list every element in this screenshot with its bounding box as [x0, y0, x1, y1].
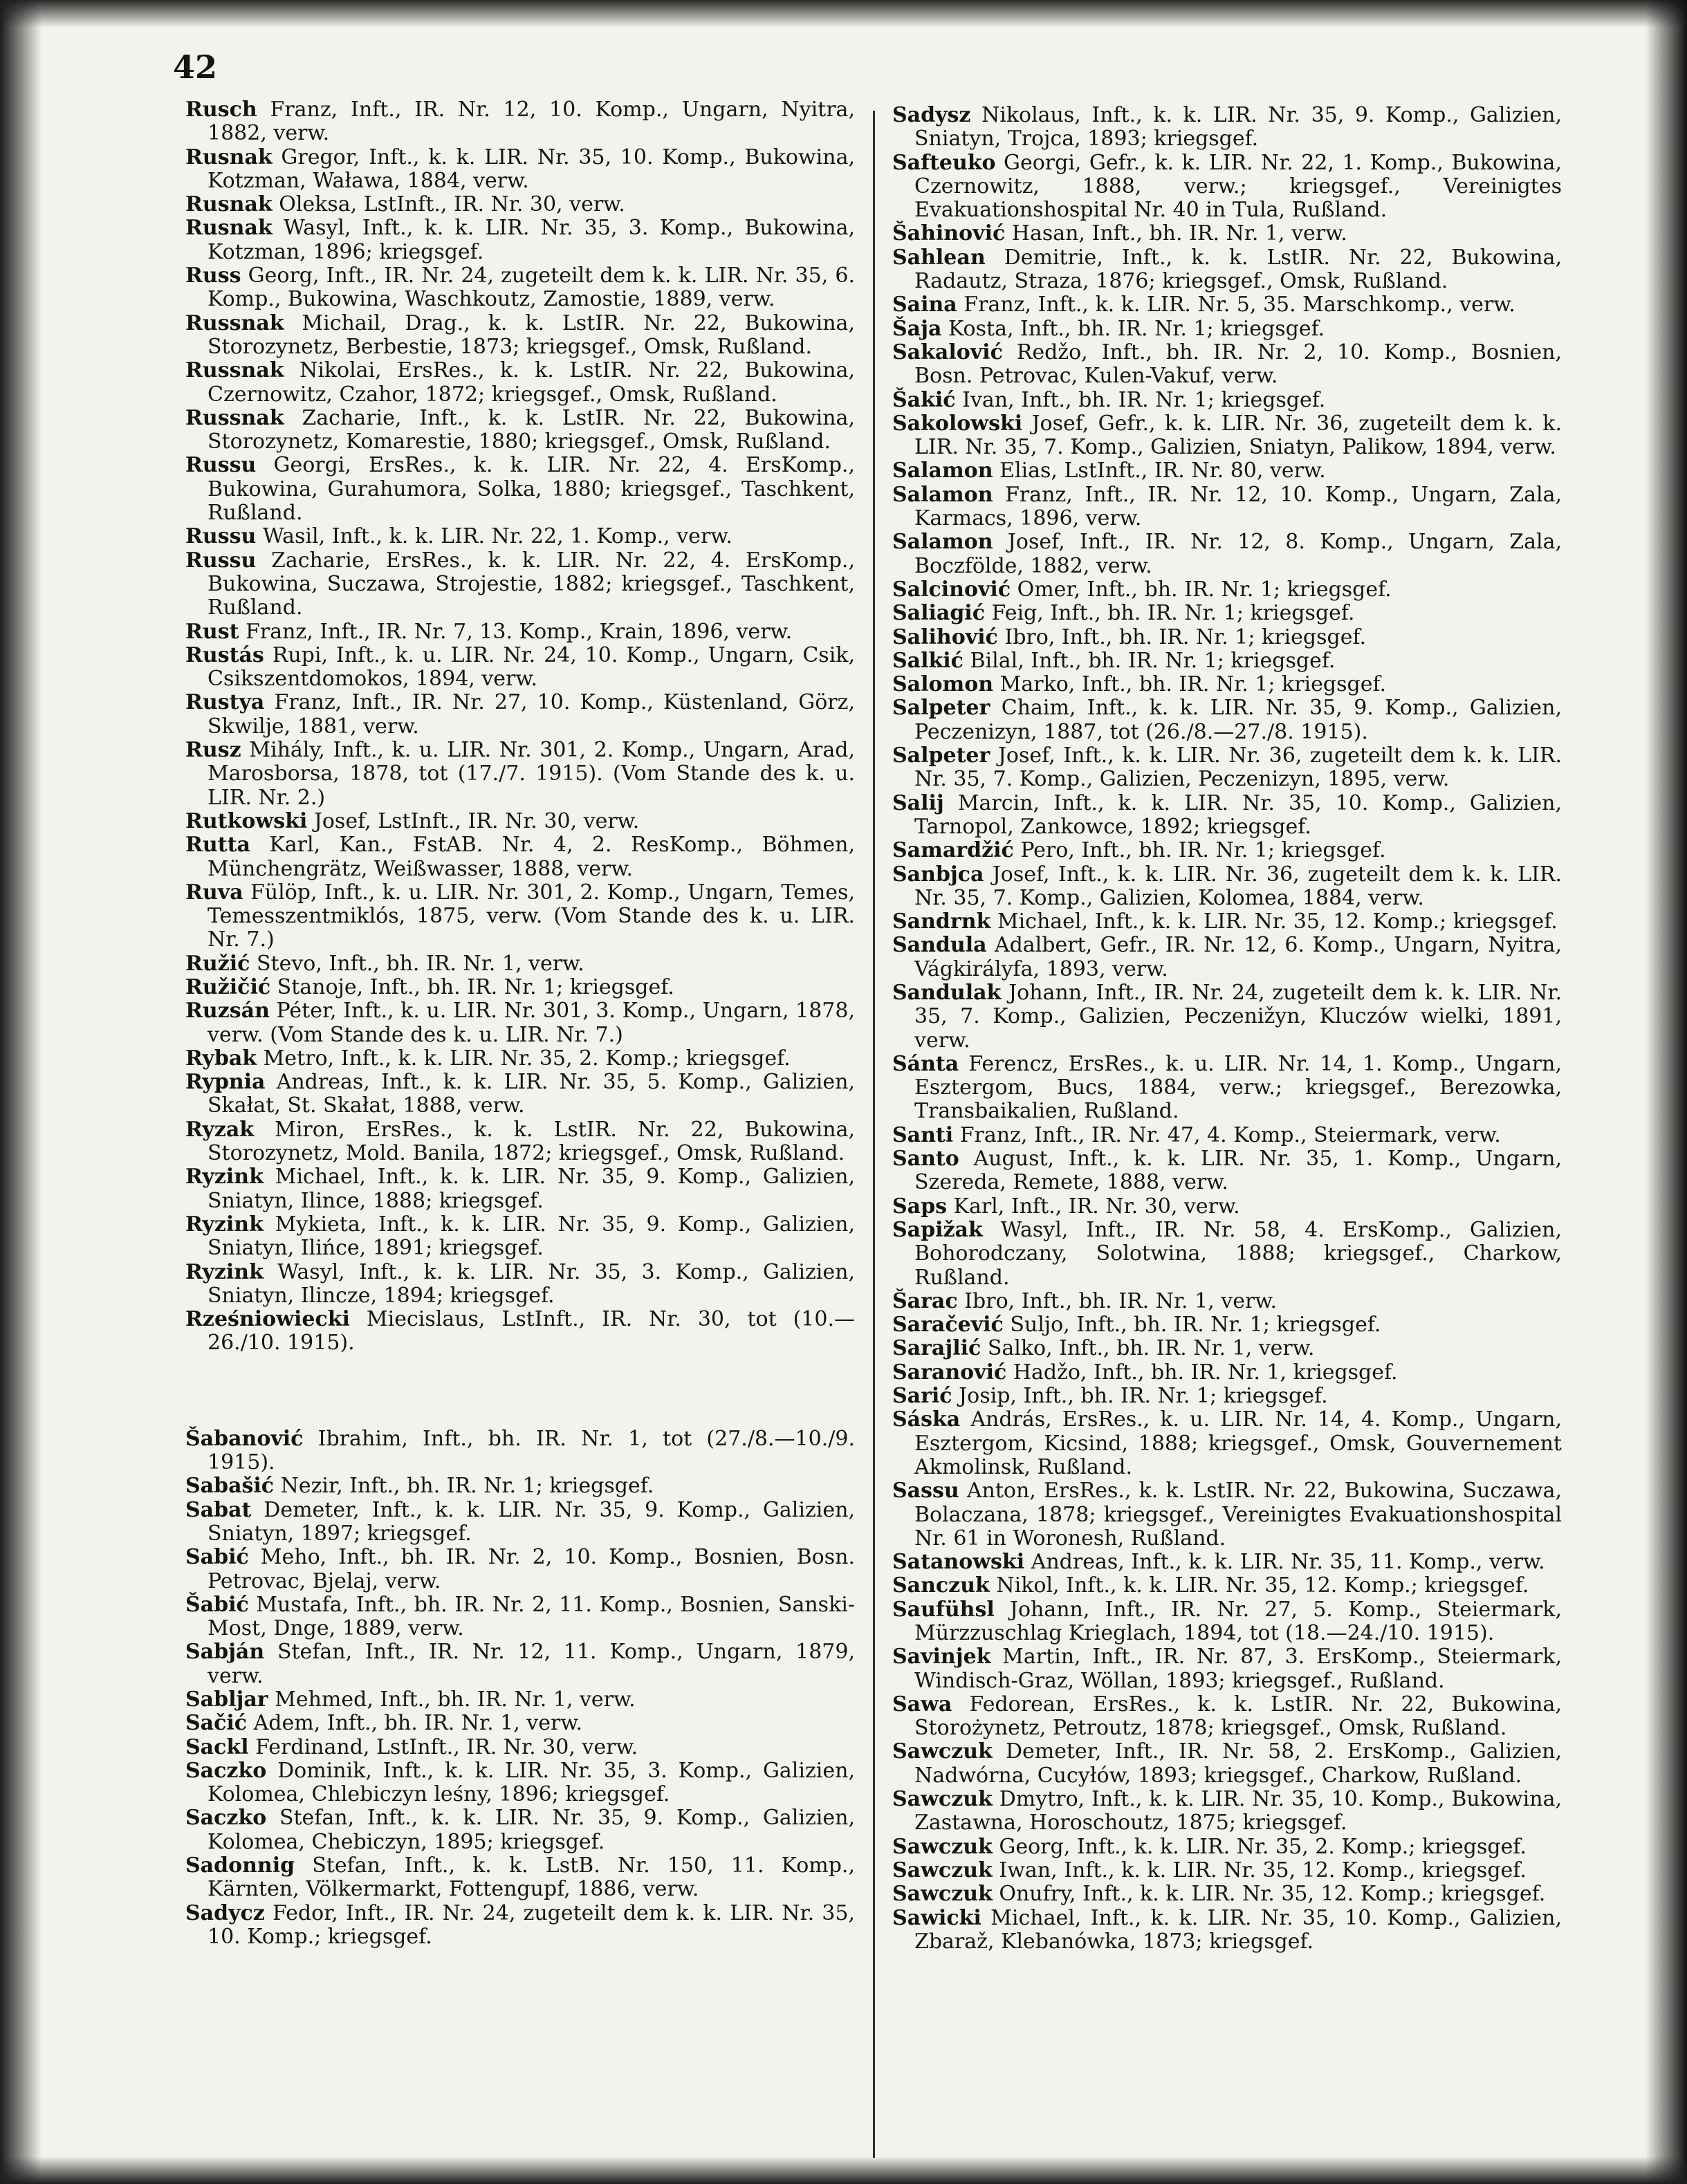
entry-details: Franz, Inft., IR. Nr. 47, 4. Komp., Steiermark, verw. [959, 1122, 1501, 1147]
entry-details: Josef, Inft., IR. Nr. 12, 8. Komp., Ungarn, Zala, Boczfölde, 1882, verw. [914, 530, 1562, 578]
entry-details: Mustafa, Inft., bh. IR. Nr. 2, 11. Komp., Bosnien, Sanski-Most, Dnge, 1889, verw. [208, 1592, 855, 1641]
entry-details: Wasil, Inft., k. k. LIR. Nr. 22, 1. Komp., verw. [262, 524, 732, 549]
entry-details: Marko, Inft., bh. IR. Nr. 1; kriegsgef. [999, 672, 1387, 697]
entry-surname: Rutkowski [185, 808, 308, 833]
register-entry [185, 1902, 855, 1950]
entry-surname: Saina [892, 293, 957, 317]
entry-details: Onufry, Inft., k. k. LIR. Nr. 35, 12. Komp.; kriegsgef. [999, 1882, 1546, 1907]
register-entry [185, 1047, 855, 1071]
register-entry [185, 216, 855, 264]
entry-details: Omer, Inft., bh. IR. Nr. 1; kriegsgef. [1017, 577, 1392, 602]
entry-surname: Salamon [892, 530, 993, 555]
entry-surname: Rusch [185, 98, 257, 122]
entry-surname: Sabljar [185, 1687, 268, 1712]
entry-details: Elias, LstInft., IR. Nr. 80, verw. [999, 459, 1326, 483]
entry-surname: Sarajlić [892, 1336, 981, 1361]
entry-details: Adalbert, Gefr., IR. Nr. 12, 6. Komp., Ungarn, Nyitra, Vágkirályfa, 1893, verw. [914, 933, 1562, 981]
entry-surname: Sawczuk [892, 1739, 993, 1764]
entry-surname: Rześniowiecki [185, 1307, 350, 1332]
register-entry [185, 833, 855, 881]
entry-details: Stefan, Inft., k. k. LstB. Nr. 150, 11. Komp., Kärnten, Völkermarkt, Fottengupf, 1886, verw. [208, 1853, 855, 1902]
register-entry [892, 1479, 1562, 1551]
register-entry [185, 999, 855, 1047]
entry-surname: Sapižak [892, 1217, 983, 1242]
entry-surname: Salij [892, 790, 944, 815]
entry-surname: Sakolowski [892, 411, 1023, 436]
entry-details: Péter, Inft., k. u. LIR. Nr. 301, 3. Komp., Ungarn, 1878, verw. (Vom Stande des k. u. LIR. Nr. 7.) [208, 999, 855, 1047]
register-entry [185, 1712, 855, 1735]
entry-details: Ferencz, ErsRes., k. u. LIR. Nr. 14, 1. Komp., Ungarn, Esztergom, Bucs, 1884, verw.; kriegsgef., Berezowka, Transbaikalien, Rußland. [914, 1051, 1562, 1124]
entry-details: Zacharie, Inft., k. k. LstIR. Nr. 22, Bukowina, Storozynetz, Komarestie, 1880; kriegsgef., Omsk, Rußland. [208, 405, 855, 454]
entry-surname: Santi [892, 1122, 954, 1147]
entry-details: Josef, Gefr., k. k. LIR. Nr. 36, zugeteilt dem k. k. LIR. Nr. 35, 7. Komp., Galizien, Sniatyn, Palikow, 1894, verw. [914, 411, 1562, 460]
entry-details: Marcin, Inft., k. k. LIR. Nr. 35, 10. Komp., Galizien, Tarnopol, Zankowce, 1892; kriegsgef. [914, 790, 1562, 839]
entry-surname: Russ [185, 263, 241, 288]
register-entry [892, 863, 1562, 911]
entry-surname: Saufühsl [892, 1597, 995, 1622]
entry-details: Miecislaus, LstInft., IR. Nr. 30, tot (10.—26./10. 1915). [208, 1307, 855, 1355]
entry-surname: Sahlean [892, 245, 986, 270]
entry-surname: Russnak [185, 405, 284, 430]
register-entry [892, 792, 1562, 840]
entry-surname: Saliagić [892, 601, 985, 626]
entry-details: Nikolai, ErsRes., k. k. LstIR. Nr. 22, Bukowina, Czernowitz, Czahor, 1872; kriegsgef., Omsk, Rußland. [208, 358, 855, 407]
entry-details: Josip, Inft., bh. IR. Nr. 1; kriegsgef. [959, 1384, 1328, 1409]
entry-details: Josef, Inft., k. k. LIR. Nr. 36, zugeteilt dem k. k. LIR. Nr. 35, 7. Komp., Galizien, Kolomea, 1884, verw. [914, 862, 1562, 910]
entry-surname: Sabat [185, 1497, 252, 1522]
register-entry [185, 1165, 855, 1213]
entry-details: Rupi, Inft., k. u. LIR. Nr. 24, 10. Komp., Ungarn, Csik, Csikszentdomokos, 1894, verw. [208, 642, 855, 692]
entry-surname: Samardžić [892, 838, 1014, 863]
register-entry [185, 1261, 855, 1308]
register-entry [892, 1053, 1562, 1124]
entry-details: Ibro, Inft., bh. IR. Nr. 1, verw. [964, 1288, 1277, 1313]
entry-surname: Šabić [185, 1592, 249, 1617]
entry-surname: Šarac [892, 1288, 958, 1313]
entry-surname: Russu [185, 524, 257, 549]
entry-details: András, ErsRes., k. u. LIR. Nr. 14, 4. Komp., Ungarn, Esztergom, Kicsind, 1888; kriegsgef., Omsk, Gouvernement Akmolinsk, Rußland. [914, 1407, 1562, 1479]
entry-details: Mehmed, Inft., bh. IR. Nr. 1, verw. [275, 1687, 636, 1712]
register-entry [892, 389, 1562, 412]
entry-details: Fedorean, ErsRes., k. k. LstIR. Nr. 22, Bukowina, Storożynetz, Petroutz, 1878; kriegsgef., Omsk, Rußland. [914, 1692, 1562, 1741]
register-entry [892, 246, 1562, 294]
entry-surname: Sakalović [892, 340, 1003, 364]
register-entry [892, 1645, 1562, 1693]
register-entry [892, 649, 1562, 673]
entry-details: Franz, Inft., k. k. LIR. Nr. 5, 35. Marschkomp., verw. [964, 293, 1515, 317]
entry-surname: Šakić [892, 387, 956, 412]
register-entry [185, 881, 855, 952]
entry-details: Anton, ErsRes., k. k. LstIR. Nr. 22, Bukowina, Suczawa, Bolaczana, 1878; kriegsgef., Vereinigtes Evakuationshospital Nr. 61 in Woronesh, Rußland. [914, 1479, 1562, 1551]
entry-details: Adem, Inft., bh. IR. Nr. 1, verw. [253, 1711, 583, 1736]
entry-surname: Safteuko [892, 150, 996, 175]
entry-details: Suljo, Inft., bh. IR. Nr. 1; kriegsgef. [1010, 1313, 1381, 1338]
register-entry [185, 1640, 855, 1688]
register-entry [185, 146, 855, 194]
entry-details: Johann, Inft., IR. Nr. 24, zugeteilt dem k. k. LIR. Nr. 35, 7. Komp., Galizien, Peczenižyn, Kluczów wielki, 1891, verw. [914, 980, 1562, 1053]
register-entry [185, 312, 855, 360]
entry-details: Michael, Inft., k. k. LIR. Nr. 35, 10. Komp., Galizien, Zbaraž, Klebanówka, 1873; kriegsgef. [914, 1905, 1562, 1954]
register-entry [892, 483, 1562, 531]
register-entry [892, 1859, 1562, 1882]
entry-details: Stevo, Inft., bh. IR. Nr. 1, verw. [257, 951, 584, 976]
scan-edge-left [0, 0, 42, 2184]
register-entry [892, 1882, 1562, 1906]
register-entry [892, 1361, 1562, 1385]
entry-surname: Sabján [185, 1640, 265, 1665]
entry-surname: Sanbjca [892, 862, 984, 887]
entry-surname: Sawczuk [892, 1882, 993, 1907]
entry-details: Salko, Inft., bh. IR. Nr. 1, verw. [987, 1336, 1315, 1361]
entry-details: Demeter, Inft., k. k. LIR. Nr. 35, 9. Komp., Galizien, Sniatyn, 1897; kriegsgef. [208, 1497, 855, 1546]
register-entry [185, 644, 855, 692]
register-entry [892, 1124, 1562, 1147]
register-entry [892, 1598, 1562, 1646]
register-entry [185, 1854, 855, 1902]
register-entry [892, 626, 1562, 649]
entry-details: Josef, LstInft., IR. Nr. 30, verw. [313, 808, 640, 833]
entry-details: Franz, Inft., IR. Nr. 27, 10. Komp., Küstenland, Görz, Skwilje, 1881, verw. [208, 690, 855, 739]
register-entry [892, 1907, 1562, 1954]
entry-details: Michael, Inft., k. k. LIR. Nr. 35, 9. Komp., Galizien, Sniatyn, Ilince, 1888; kriegsgef. [208, 1165, 855, 1213]
entry-surname: Russu [185, 548, 257, 573]
register-entry [892, 934, 1562, 981]
section-gap [185, 1355, 855, 1427]
entry-details: Stanoje, Inft., bh. IR. Nr. 1; kriegsgef. [277, 974, 674, 999]
register-entry [185, 739, 855, 810]
entry-details: Wasyl, Inft., IR. Nr. 58, 4. ErsKomp., Galizien, Bohorodczany, Solotwina, 1888; kriegsgef., Charkow, Rußland. [914, 1217, 1562, 1290]
entry-details: Ivan, Inft., bh. IR. Nr. 1; kriegsgef. [962, 387, 1326, 412]
entry-details: Ferdinand, LstInft., IR. Nr. 30, verw. [255, 1734, 638, 1759]
entry-details: Demitrie, Inft., k. k. LstIR. Nr. 22, Bukowina, Radautz, Straza, 1876; kriegsgef., Omsk, Rußland. [914, 245, 1562, 294]
register-entry [185, 810, 855, 833]
register-entry [892, 412, 1562, 460]
register-entry [185, 1593, 855, 1641]
register-entry [892, 1788, 1562, 1835]
entry-surname: Ružić [185, 951, 250, 976]
entry-surname: Rusz [185, 738, 241, 763]
entry-surname: Russnak [185, 311, 284, 335]
entry-details: Chaim, Inft., k. k. LIR. Nr. 35, 9. Komp., Galizien, Peczenizyn, 1887, tot (26./8.—27./8. 1915). [914, 696, 1562, 744]
entry-surname: Rustás [185, 642, 264, 667]
entry-surname: Rust [185, 619, 239, 644]
entry-surname: Ruva [185, 880, 243, 905]
entry-surname: Sáska [892, 1407, 961, 1432]
entry-surname: Ružičić [185, 974, 271, 999]
entry-details: Dominik, Inft., k. k. LIR. Nr. 35, 3. Komp., Galizien, Kolomea, Chlebiczyn leśny, 1896; kriegsgef. [208, 1758, 855, 1807]
scan-edge-bottom [0, 2156, 1687, 2184]
entry-surname: Rypnia [185, 1070, 266, 1095]
register-entry [892, 1195, 1562, 1219]
entry-surname: Šahinović [892, 221, 1006, 246]
entry-surname: Sadycz [185, 1900, 265, 1925]
entry-details: Ibro, Inft., bh. IR. Nr. 1; kriegsgef. [1004, 624, 1367, 649]
entry-surname: Sandulak [892, 980, 1002, 1005]
register-entry [185, 407, 855, 454]
register-entry [185, 1546, 855, 1593]
register-entry [185, 1474, 855, 1498]
entry-surname: Russu [185, 453, 257, 478]
entry-surname: Rybak [185, 1046, 257, 1071]
register-entry [892, 151, 1562, 223]
register-entry [185, 1427, 855, 1475]
entry-details: Zacharie, ErsRes., k. k. LIR. Nr. 22, 4. ErsKomp., Bukowina, Suczawa, Strojestie, 1882; kriegsgef., Taschkent, Rußland. [208, 548, 855, 620]
entry-details: Bilal, Inft., bh. IR. Nr. 1; kriegsgef. [970, 648, 1336, 673]
register-entry [185, 1308, 855, 1355]
register-entry [892, 293, 1562, 317]
register-entry [185, 1688, 855, 1712]
entry-details: Stefan, Inft., k. k. LIR. Nr. 35, 9. Komp., Galizien, Kolomea, Chebiczyn, 1895; kriegsgef. [208, 1806, 855, 1854]
entry-surname: Ryzak [185, 1117, 255, 1142]
entry-details: Andreas, Inft., k. k. LIR. Nr. 35, 5. Komp., Galizien, Skałat, St. Skałat, 1888, verw. [208, 1070, 855, 1118]
entry-details: Fedor, Inft., IR. Nr. 24, zugeteilt dem k. k. LIR. Nr. 35, 10. Komp.; kriegsgef. [208, 1900, 855, 1949]
register-entry [892, 1147, 1562, 1195]
entry-details: Gregor, Inft., k. k. LIR. Nr. 35, 10. Komp., Bukowina, Kotzman, Waława, 1884, verw. [208, 145, 855, 193]
entry-details: Hasan, Inft., bh. IR. Nr. 1, verw. [1011, 221, 1347, 246]
entry-surname: Salomon [892, 672, 994, 697]
entry-surname: Sabić [185, 1545, 249, 1570]
register-entry [185, 359, 855, 407]
register-entry [185, 620, 855, 644]
entry-details: Hadžo, Inft., bh. IR. Nr. 1, kriegsgef. [1013, 1360, 1398, 1385]
entry-details: Franz, Inft., IR. Nr. 12, 10. Komp., Ungarn, Zala, Karmacs, 1896, verw. [914, 482, 1562, 531]
register-entry [185, 1213, 855, 1261]
register-entry [892, 839, 1562, 862]
entry-surname: Šabanović [185, 1426, 304, 1451]
entry-details: Wasyl, Inft., k. k. LIR. Nr. 35, 3. Komp., Bukowina, Kotzman, 1896; kriegsgef. [208, 216, 855, 264]
entry-details: Karl, Kan., FstAB. Nr. 4, 2. ResKomp., Böhmen, Münchengrätz, Weißwasser, 1888, verw. [208, 833, 855, 881]
register-entry [892, 317, 1562, 341]
register-entry [892, 910, 1562, 934]
scan-edge-top [0, 0, 1687, 28]
register-entry [892, 222, 1562, 246]
entry-surname: Rusnak [185, 192, 273, 217]
entry-details: Karl, Inft., IR. Nr. 30, verw. [953, 1194, 1240, 1219]
entry-details: Nikolaus, Inft., k. k. LIR. Nr. 35, 9. Komp., Galizien, Sniatyn, Trojca, 1893; kriegsgef. [914, 103, 1562, 151]
register-entry [185, 193, 855, 216]
register-entry [185, 1736, 855, 1759]
register-entry [892, 578, 1562, 602]
entry-surname: Sandrnk [892, 909, 991, 934]
entry-surname: Sawicki [892, 1905, 981, 1930]
entry-details: Demeter, Inft., IR. Nr. 58, 2. ErsKomp., Galizien, Nadwórna, Cucyłów, 1893; kriegsgef., Charkow, Rußland. [914, 1739, 1562, 1788]
register-entry [185, 549, 855, 620]
register-entry [892, 1219, 1562, 1290]
entry-surname: Ryzink [185, 1259, 264, 1284]
entry-details: Ibrahim, Inft., bh. IR. Nr. 1, tot (27./8.—10./9. 1915). [208, 1426, 855, 1475]
register-entry [185, 952, 855, 976]
entry-surname: Savinjek [892, 1645, 991, 1669]
entry-surname: Saps [892, 1194, 947, 1219]
entry-details: Franz, Inft., IR. Nr. 12, 10. Komp., Ungarn, Nyitra, 1882, verw. [208, 98, 855, 146]
right-column [892, 104, 1562, 1954]
entry-details: Kosta, Inft., bh. IR. Nr. 1; kriegsgef. [948, 316, 1325, 341]
register-entry [185, 1118, 855, 1166]
entry-details: Georg, Inft., k. k. LIR. Nr. 35, 2. Komp.; kriegsgef. [999, 1834, 1527, 1859]
entry-surname: Sackl [185, 1734, 249, 1759]
entry-details: Georg, Inft., IR. Nr. 24, zugeteilt dem k. k. LIR. Nr. 35, 6. Komp., Bukowina, Waschkoutz, Zamostie, 1889, verw. [208, 263, 856, 312]
entry-surname: Ryzink [185, 1165, 264, 1190]
entry-details: Pero, Inft., bh. IR. Nr. 1; kriegsgef. [1020, 838, 1386, 863]
entry-details: Josef, Inft., k. k. LIR. Nr. 36, zugeteilt dem k. k. LIR. Nr. 35, 7. Komp., Galizien, Peczenizyn, 1895, verw. [914, 743, 1562, 792]
entry-surname: Salamon [892, 459, 993, 483]
entry-surname: Saczko [185, 1806, 267, 1831]
entry-surname: Sassu [892, 1479, 959, 1503]
entry-surname: Rusnak [185, 145, 273, 169]
entry-surname: Šaja [892, 316, 942, 341]
register-entry [892, 1740, 1562, 1788]
register-entry [892, 1290, 1562, 1313]
entry-surname: Sawczuk [892, 1858, 993, 1882]
register-entry [892, 1574, 1562, 1598]
page-number: 42 [173, 48, 218, 86]
scan-edge-right [1645, 0, 1687, 2184]
register-entry [185, 1499, 855, 1546]
entry-details: Redžo, Inft., bh. IR. Nr. 2, 10. Komp., Bosnien, Bosn. Petrovac, Kulen-Vakuf, verw. [914, 340, 1562, 389]
entry-surname: Sačić [185, 1711, 248, 1736]
register-entry [892, 744, 1562, 792]
entry-surname: Sadonnig [185, 1853, 295, 1878]
entry-surname: Salihović [892, 624, 998, 649]
register-entry [892, 1408, 1562, 1479]
entry-details: Meho, Inft., bh. IR. Nr. 2, 10. Komp., Bosnien, Bosn. Petrovac, Bjelaj, verw. [208, 1545, 855, 1593]
entry-surname: Sandula [892, 933, 987, 958]
entry-details: Miron, ErsRes., k. k. LstIR. Nr. 22, Bukowina, Storozynetz, Mold. Banila, 1872; kriegsgef., Omsk, Rußland. [208, 1117, 855, 1166]
entry-surname: Rutta [185, 833, 250, 858]
entry-surname: Saranović [892, 1360, 1007, 1385]
entry-details: Fülöp, Inft., k. u. LIR. Nr. 301, 2. Komp., Ungarn, Temes, Temesszentmiklós, 1875, verw. (Vom Stande des k. u. LIR. Nr. 7.) [208, 880, 855, 952]
entry-surname: Rustya [185, 690, 265, 715]
entry-details: Franz, Inft., IR. Nr. 7, 13. Komp., Krain, 1896, verw. [246, 619, 793, 644]
entry-surname: Sawczuk [892, 1834, 993, 1859]
entry-details: Mihály, Inft., k. u. LIR. Nr. 301, 2. Komp., Ungarn, Arad, Marosborsa, 1878, tot (17./7. 1915). (Vom Stande des k. u. LIR. Nr. 2.) [208, 738, 855, 810]
entry-details: Andreas, Inft., k. k. LIR. Nr. 35, 11. Komp., verw. [1031, 1550, 1545, 1575]
register-entry [892, 1313, 1562, 1337]
column-divider [873, 111, 875, 2158]
register-entry [892, 459, 1562, 483]
entry-details: Nezir, Inft., bh. IR. Nr. 1; kriegsgef. [280, 1474, 654, 1499]
entry-details: Feig, Inft., bh. IR. Nr. 1; kriegsgef. [991, 601, 1355, 626]
entry-details: August, Inft., k. k. LIR. Nr. 35, 1. Komp., Ungarn, Szereda, Remete, 1888, verw. [914, 1147, 1562, 1195]
entry-surname: Santo [892, 1147, 959, 1172]
entry-surname: Salamon [892, 482, 993, 507]
register-entry [892, 602, 1562, 625]
entry-details: Johann, Inft., IR. Nr. 27, 5. Komp., Steiermark, Mürzzuschlag Krieglach, 1894, tot (18.—24./10. 1915). [914, 1597, 1562, 1645]
entry-details: Stefan, Inft., IR. Nr. 12, 11. Komp., Ungarn, 1879, verw. [208, 1640, 855, 1688]
entry-details: Georgi, ErsRes., k. k. LIR. Nr. 22, 4. ErsKomp., Bukowina, Gurahumora, Solka, 1880; kriegsgef., Taschkent, Rußland. [208, 453, 855, 526]
entry-surname: Salkić [892, 648, 964, 673]
entry-surname: Rusnak [185, 216, 273, 241]
register-entry [892, 673, 1562, 696]
register-entry [185, 976, 855, 999]
entry-surname: Sarić [892, 1384, 952, 1409]
entry-details: Martin, Inft., IR. Nr. 87, 3. ErsKomp., Steiermark, Windisch-Graz, Wöllan, 1893; kriegsgef., Rußland. [914, 1645, 1562, 1693]
register-entry [185, 691, 855, 739]
register-entry [892, 1693, 1562, 1741]
entry-surname: Sánta [892, 1051, 959, 1076]
register-entry [892, 341, 1562, 389]
entry-surname: Sadysz [892, 103, 971, 127]
register-entry [185, 264, 855, 312]
register-entry [892, 1337, 1562, 1360]
register-entry [892, 1385, 1562, 1408]
register-entry [892, 1551, 1562, 1574]
register-entry [185, 525, 855, 548]
entry-details: Michail, Drag., k. k. LstIR. Nr. 22, Bukowina, Storozynetz, Berbestie, 1873; kriegsgef., Omsk, Rußland. [208, 311, 855, 359]
entry-surname: Russnak [185, 358, 284, 383]
entry-surname: Ryzink [185, 1212, 264, 1237]
register-entry [185, 1071, 855, 1118]
entry-surname: Ruzsán [185, 999, 270, 1024]
entry-surname: Salpeter [892, 696, 990, 721]
register-entry [892, 530, 1562, 578]
entry-surname: Sawa [892, 1692, 952, 1716]
entry-details: Wasyl, Inft., k. k. LIR. Nr. 35, 3. Komp., Galizien, Sniatyn, Ilincze, 1894; kriegsgef. [208, 1259, 856, 1308]
entry-surname: Saczko [185, 1758, 267, 1783]
register-entry [892, 981, 1562, 1053]
left-column [185, 98, 855, 1949]
register-entry [892, 696, 1562, 744]
register-entry [185, 454, 855, 525]
register-entry [185, 1759, 855, 1807]
entry-details: Metro, Inft., k. k. LIR. Nr. 35, 2. Komp.; kriegsgef. [263, 1046, 791, 1071]
entry-surname: Salpeter [892, 743, 990, 768]
entry-details: Oleksa, LstInft., IR. Nr. 30, verw. [279, 192, 625, 217]
register-entry [892, 1835, 1562, 1859]
register-entry [185, 98, 855, 146]
entry-details: Michael, Inft., k. k. LIR. Nr. 35, 12. Komp.; kriegsgef. [997, 909, 1558, 934]
entry-details: Iwan, Inft., k. k. LIR. Nr. 35, 12. Komp., kriegsgef. [999, 1858, 1527, 1882]
register-entry [892, 104, 1562, 151]
entry-surname: Salcinović [892, 577, 1011, 602]
entry-surname: Saračević [892, 1313, 1004, 1338]
entry-surname: Sanczuk [892, 1573, 990, 1598]
entry-details: Mykieta, Inft., k. k. LIR. Nr. 35, 9. Komp., Galizien, Sniatyn, Ilińce, 1891; kriegsgef. [208, 1212, 855, 1261]
entry-surname: Satanowski [892, 1550, 1025, 1575]
entry-details: Nikol, Inft., k. k. LIR. Nr. 35, 12. Komp.; kriegsgef. [996, 1573, 1529, 1598]
entry-surname: Sabašić [185, 1474, 275, 1499]
entry-details: Georgi, Gefr., k. k. LIR. Nr. 22, 1. Komp., Bukowina, Czernowitz, 1888, verw.; kriegsgef., Vereinigtes Evakuationshospital Nr. 40 in Tula, Rußland. [914, 150, 1562, 223]
register-entry [185, 1806, 855, 1854]
entry-details: Dmytro, Inft., k. k. LIR. Nr. 35, 10. Komp., Bukowina, Zastawna, Horoschoutz, 1875; kriegsgef. [914, 1787, 1562, 1835]
entry-surname: Sawczuk [892, 1787, 993, 1812]
